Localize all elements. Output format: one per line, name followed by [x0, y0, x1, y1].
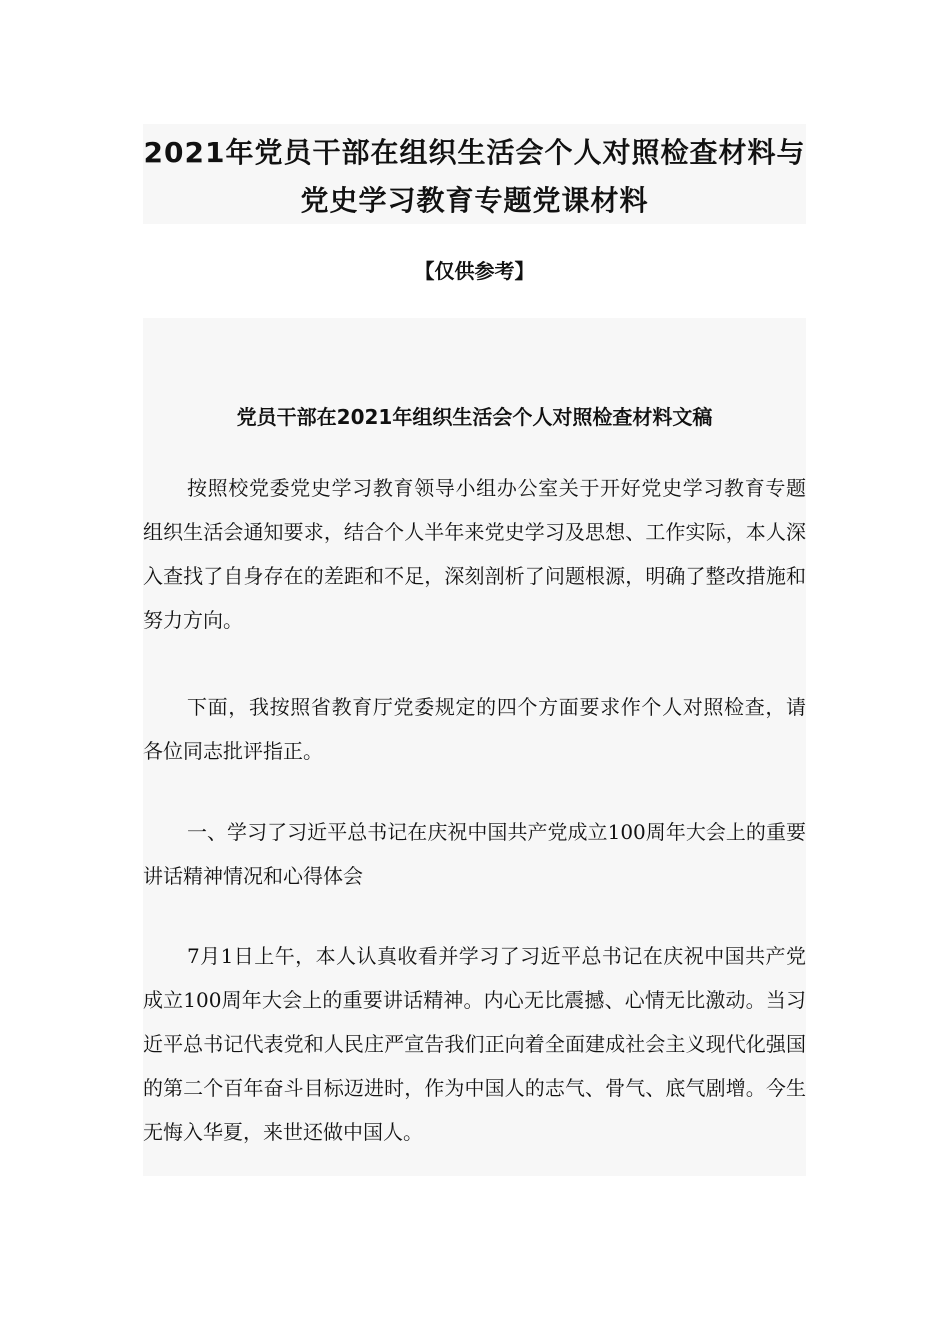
- document-title-line-1: 2021年党员干部在组织生活会个人对照检查材料与: [143, 136, 806, 169]
- title-block: [143, 124, 806, 224]
- section-subtitle: 党员干部在2021年组织生活会个人对照检查材料文稿: [236, 405, 713, 429]
- paragraph-intro: 按照校党委党史学习教育领导小组办公室关于开好党史学习教育专题组织生活会通知要求，结合个人半年来党史学习及思想、工作实际，本人深入查找了自身存在的差距和不足，深刻剖析了问题根源，明确了整改措施和努力方向。: [143, 476, 806, 632]
- document-title-line-2: 党史学习教育专题党课材料: [300, 184, 649, 217]
- content-block: [143, 318, 806, 1176]
- reference-note: 【仅供参考】: [414, 259, 535, 283]
- paragraph-section-heading: 一、学习了习近平总书记在庆祝中国共产党成立100周年大会上的重要讲话精神情况和心得体会: [143, 820, 806, 888]
- paragraph-body: 7月1日上午，本人认真收看并学习了习近平总书记在庆祝中国共产党成立100周年大会上的重要讲话精神。内心无比震撼、心情无比激动。当习近平总书记代表党和人民庄严宣告我们正向着全面建成社会主义现代化强国的第二个百年奋斗目标迈进时，作为中国人的志气、骨气、底气剧增。今生无悔入华夏，来世还做中国人。: [143, 944, 806, 1144]
- paragraph-overview: 下面，我按照省教育厅党委规定的四个方面要求作个人对照检查，请各位同志批评指正。: [143, 695, 806, 763]
